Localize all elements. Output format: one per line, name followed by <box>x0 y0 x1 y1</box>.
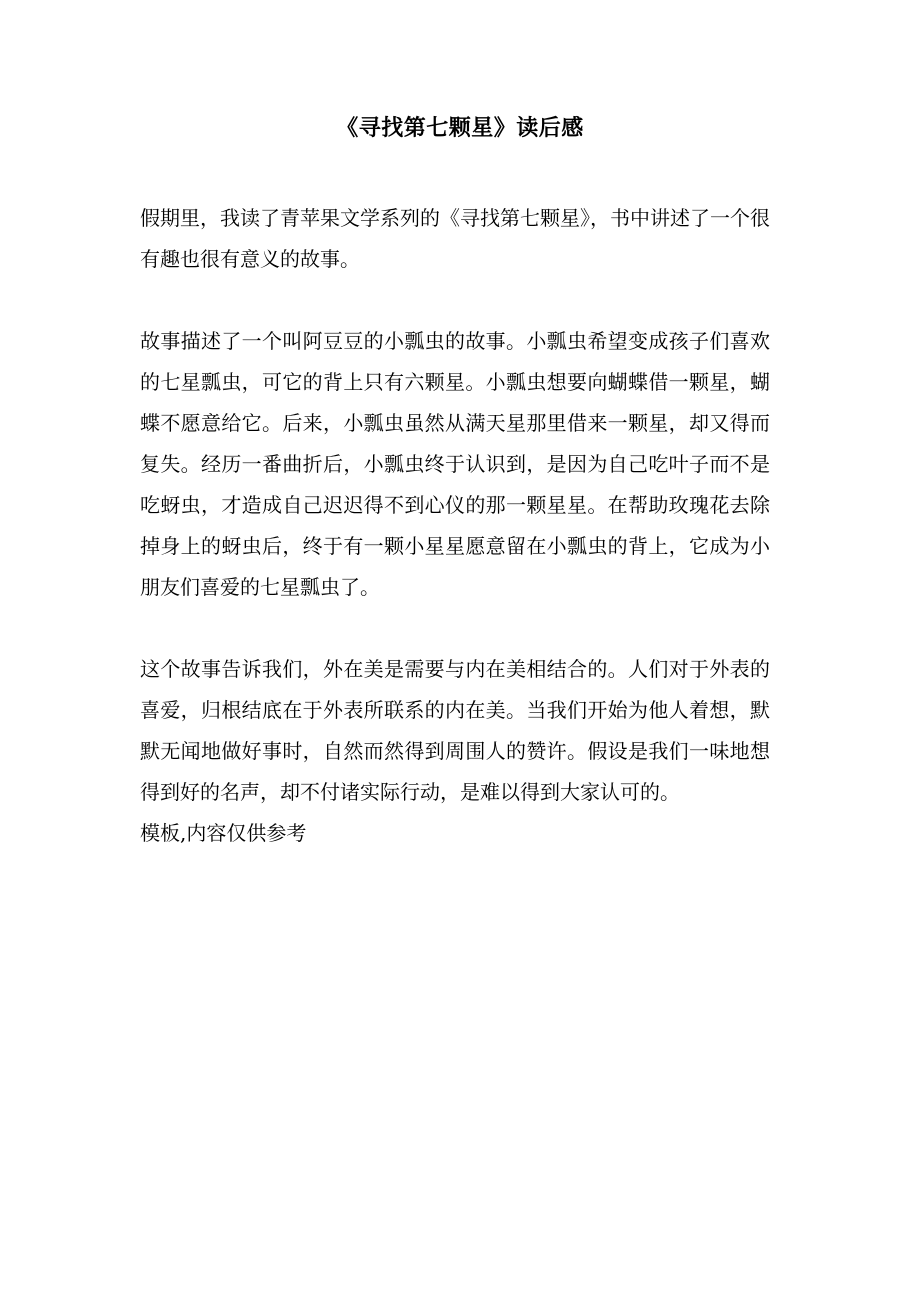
paragraph-intro: 假期里，我读了青苹果文学系列的《寻找第七颗星》，书中讲述了一个很有趣也很有意义的故事。 <box>140 206 770 271</box>
document-body <box>140 198 770 854</box>
paragraph-lesson: 这个故事告诉我们，外在美是需要与内在美相结合的。人们对于外表的喜爱，归根结底在于外表所联系的内在美。当我们开始为他人着想，默默无闻地做好事时，自然而然得到周围人的赞许。假设是我们一味地想得到好的名声，却不付诸实际行动，是难以得到大家认可的。 <box>140 657 770 804</box>
document-title: 《寻找第七颗星》读后感 <box>336 115 584 141</box>
paragraph-story: 故事描述了一个叫阿豆豆的小瓢虫的故事。小瓢虫希望变成孩子们喜欢的七星瓢虫，可它的背上只有六颗星。小瓢虫想要向蝴蝶借一颗星，蝴蝶不愿意给它。后来，小瓢虫虽然从满天星那里借来一颗星，却又得而复失。经历一番曲折后，小瓢虫终于认识到，是因为自己吃叶子而不是吃蚜虫，才造成自己迟迟得不到心仪的那一颗星星。在帮助玫瑰花去除掉身上的蚜虫后，终于有一颗小星星愿意留在小瓢虫的背上，它成为小朋友们喜爱的七星瓢虫了。 <box>140 329 770 599</box>
template-note: 模板,内容仅供参考 <box>140 821 307 845</box>
